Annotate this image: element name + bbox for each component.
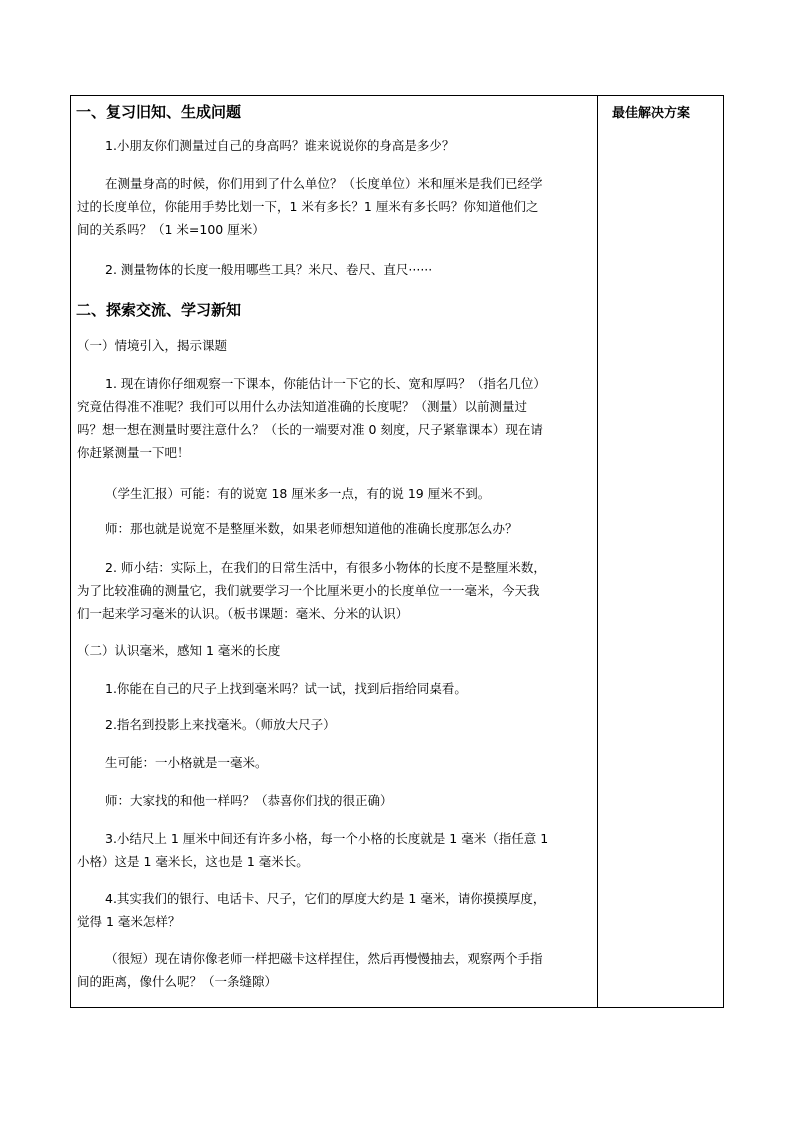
paragraph-length-units: 在测量身高的时候，你们用到了什么单位？（长度单位）米和厘米是我们已经学 过的长度单位，你能用手势比划一下，1 米有多长？1 厘米有多长吗？你知道他们之 间的关系吗？（1 米=100 厘米）: [77, 176, 543, 237]
section-heading-explore: 二、探索交流、学习新知: [76, 301, 242, 319]
paragraph-find-millimeter: 1.你能在自己的尺子上找到毫米吗？试一试，找到后指给同桌看。: [105, 681, 467, 696]
lesson-content-column: [71, 96, 597, 1007]
paragraph-student-answer: 生可能：一小格就是一毫米。: [105, 755, 268, 770]
paragraph-measuring-tools: 2. 测量物体的长度一般用哪些工具？米尺、卷尺、直尺······: [105, 262, 433, 277]
best-solution-column: [598, 96, 724, 1007]
lesson-plan-table: [70, 95, 724, 1008]
subheading-introduction: （一）情境引入，揭示课题: [77, 338, 228, 353]
subheading-millimeter: （二）认识毫米，感知 1 毫米的长度: [77, 643, 281, 658]
paragraph-height-question: 1.小朋友你们测量过自己的身高吗？谁来说说你的身高是多少？: [105, 138, 455, 153]
paragraph-teacher-question: 师：那也就是说宽不是整厘米数，如果老师想知道他的准确长度那怎么办？: [105, 521, 518, 536]
paragraph-card-thickness: 4.其实我们的银行、电话卡、尺子，它们的厚度大约是 1 毫米，请你摸摸厚度， 觉得 1 毫米怎样？: [77, 891, 546, 929]
paragraph-finger-gap: （很短）现在请你像老师一样把磁卡这样捏住，然后再慢慢抽去，观察两个手指 间的距离，像什么呢？（一条缝隙）: [77, 951, 543, 989]
best-solution-title: 最佳解决方案: [612, 106, 691, 121]
paragraph-ruler-summary: 3.小结尺上 1 厘米中间还有许多小格，每一个小格的长度就是 1 毫米（指任意 1 小格）这是 1 毫米长，这也是 1 毫米长。: [77, 831, 549, 869]
paragraph-teacher-summary: 2. 师小结：实际上，在我们的日常生活中，有很多小物体的长度不是整厘米数， 为了比较准确的测量它，我们就要学习一个比厘米更小的长度单位一一毫米，今天我 们一起来学习毫米的认识。（板书课题：毫米、分米的认识）: [77, 560, 546, 621]
paragraph-estimate-book: 1. 现在请你仔细观察一下课本，你能估计一下它的长、宽和厚吗？（指名几位） 究竟估得准不准呢？我们可以用什么办法知道准确的长度呢？（测量）以前测量过 吗？想一想在测量时要注意什么？（长的一端要对准 0 刻度，尺子紧靠课本）现在请 你赶紧测量一下吧！: [77, 376, 546, 460]
paragraph-student-report: （学生汇报）可能：有的说宽 18 厘米多一点，有的说 19 厘米不到。: [105, 486, 491, 501]
paragraph-projector: 2.指名到投影上来找毫米。（师放大尺子）: [105, 717, 336, 732]
paragraph-teacher-praise: 师：大家找的和他一样吗？（恭喜你们找的很正确）: [105, 793, 393, 808]
section-heading-review: 一、复习旧知、生成问题: [76, 103, 242, 121]
